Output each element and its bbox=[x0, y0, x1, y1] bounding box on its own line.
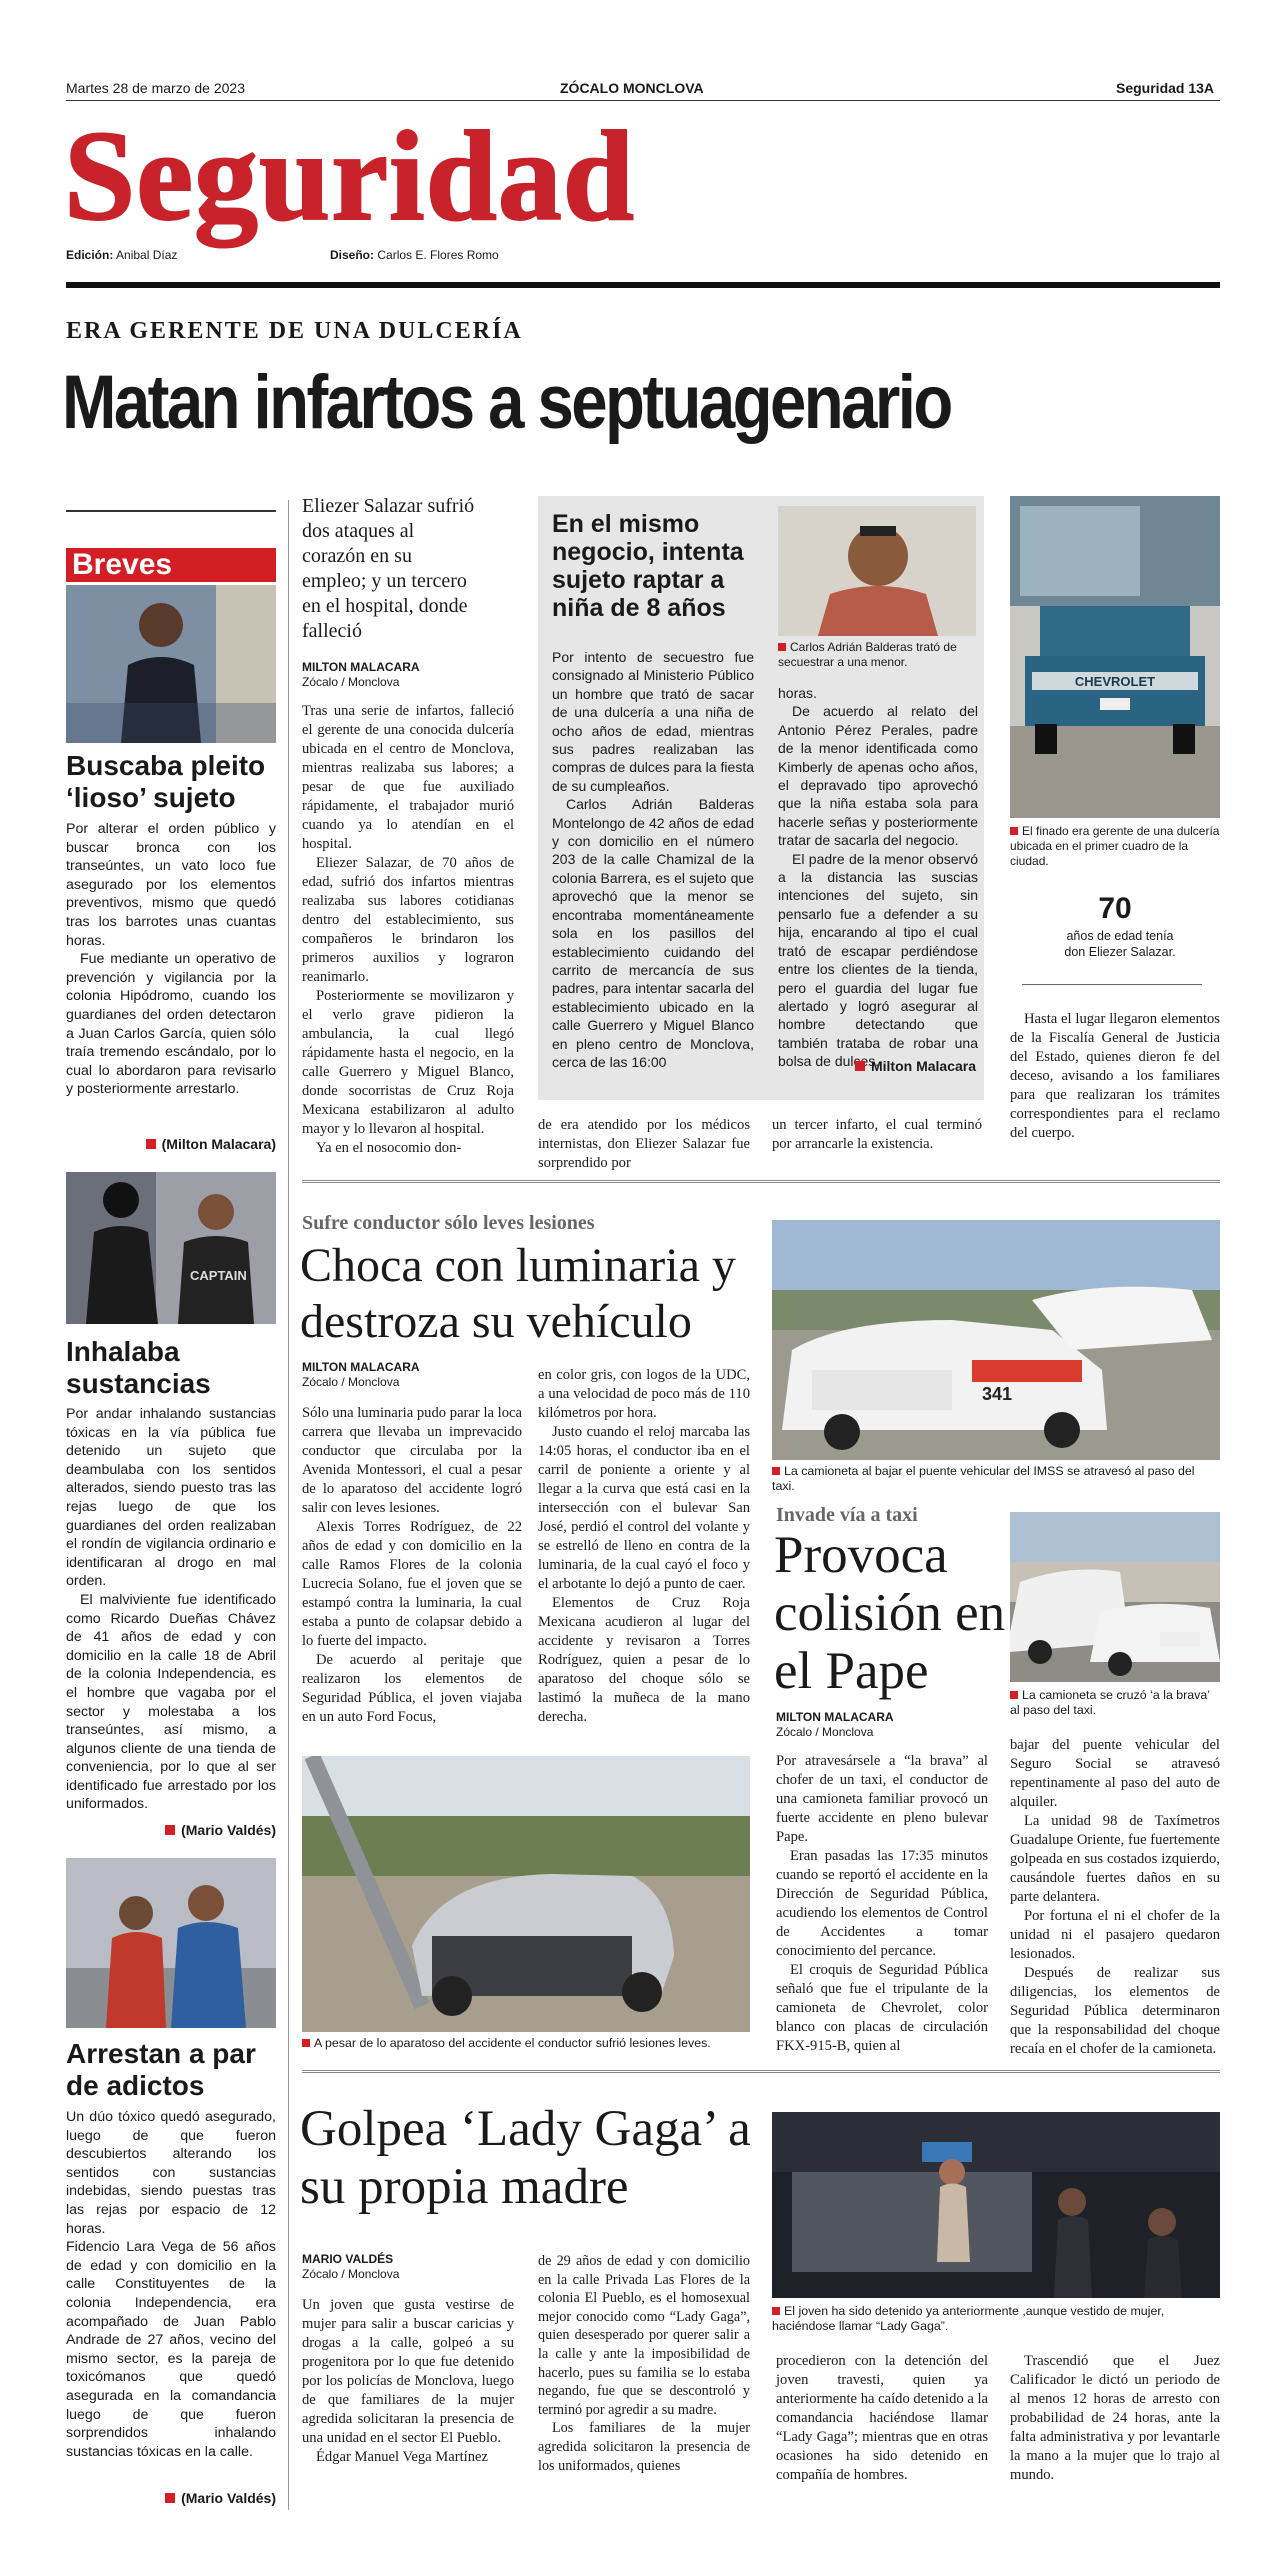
choca-p6: Elementos de Cruz Roja Mexicana acudieron al lugar del accidente y revisaron a Torres Rodríguez, quien a pesar de lo aparatoso del choque sólo se lastimó la muñeca de la mano derecha. bbox=[538, 1595, 750, 1725]
sidebar-headline: En el mismo negocio, intenta sujeto raptar a niña de 8 años bbox=[552, 510, 744, 622]
truck-brand: CHEVROLET bbox=[1074, 674, 1156, 689]
design-label: Diseño: bbox=[330, 248, 375, 262]
sidebar-p2: Carlos Adrián Balderas Montelongo de 42 años de edad y con domicilio en el número 203 de la calle Chamizal de la colonia Barrera, es el sujeto que aprovechó que la menor se encontraba momentáneamente sola en los pasillos del establecimiento cuidando del carrito de mercancía de sus padres, para intentar sacarla del establecimiento ubicado en la calle Guerrero y Miguel Blanco en pleno centro de Monclova, cerca de las 16:00 bbox=[552, 796, 754, 1070]
pape-p1: Por atravesársele a “la brava” al chofer de un taxi, el conductor de una camioneta familiar provocó un fuerte accidente en pleno bulevar Pape. bbox=[776, 1753, 988, 1845]
lead-kicker: ERA GERENTE DE UNA DULCERÍA bbox=[66, 318, 523, 344]
lead-byline-name: MILTON MALACARA bbox=[302, 660, 420, 674]
choca-byline-name: MILTON MALACARA bbox=[302, 1360, 420, 1374]
breves-photo-2 bbox=[66, 1172, 276, 1324]
gaga-p4: Los familiares de la mujer agredida solicitaron la presencia de los uniformados, quienes bbox=[538, 2420, 750, 2474]
choca-p3: De acuerdo al peritaje que realizaron los elementos de Seguridad Pública, el joven viajaba en un auto Ford Focus, bbox=[302, 1652, 522, 1725]
lead-photo bbox=[1010, 496, 1220, 818]
gaga-photo bbox=[772, 2112, 1220, 2298]
brief-3-body bbox=[66, 2108, 276, 2461]
choca-bottom-rule bbox=[302, 2070, 1220, 2073]
lead-col3-tail: un tercer infarto, el cual terminó por arrancarle la existencia. bbox=[772, 1117, 982, 1152]
brief-2-body bbox=[66, 1405, 276, 1814]
lead-bottom-rule bbox=[302, 1180, 1220, 1183]
lead-byline bbox=[302, 660, 482, 690]
brief-1-credit: (Milton Malacara) bbox=[66, 1136, 276, 1152]
lead-p3: Posteriormente se movilizaron y el verlo grave pidieron la ambulancia, la cual llegó rápidamente hasta el negocio, en la calle Guerrero y Miguel Blanco, donde socorristas de Cruz Roja Mexicana estabilizaron al adulto mayor y lo llevaron al hospital. bbox=[302, 988, 514, 1137]
choca-byline bbox=[302, 1360, 502, 1390]
breves-divider bbox=[288, 500, 289, 2510]
brief-1-headline: Buscaba pleito ‘lioso’ sujeto bbox=[66, 750, 266, 813]
choca-byline-place: Zócalo / Monclova bbox=[302, 1375, 400, 1389]
pape-col1 bbox=[776, 1752, 988, 2056]
brief-2-headline: Inhalaba sustancias bbox=[66, 1336, 211, 1399]
lead-col1 bbox=[302, 702, 514, 1158]
gaga-p3: de 29 años de edad y con domicilio en la calle Privada Las Flores de la colonia El Pueblo, es el homosexual mejor conocido como “Lady Gaga”, quien desesperado por querer salir a la calle y ante la imposibilidad de hacerlo, pues su familia se lo estaba negando, fue que se descontroló y terminó por agredir a su madre. bbox=[538, 2253, 750, 2418]
lead-headline: Matan infartos a septuagenario bbox=[62, 360, 951, 445]
choca-kicker: Sufre conductor sólo leves lesiones bbox=[302, 1212, 595, 1234]
stat-rule bbox=[1022, 984, 1202, 985]
pape-photo-2 bbox=[1010, 1512, 1220, 1682]
choca-col2 bbox=[538, 1366, 750, 1727]
breves-label: Breves bbox=[66, 548, 276, 582]
sidebar-photo bbox=[778, 506, 976, 636]
gaga-p5: procedieron con la detención del joven travesti, quien ya anteriormente ha caído detenido a la comandancia haciéndose llamar “Lady Gaga”; mientras que en otras ocasiones ha sido detenido en compañía de hombres. bbox=[776, 2353, 988, 2483]
gaga-byline-place: Zócalo / Monclova bbox=[302, 2267, 400, 2281]
breves-photo-1 bbox=[66, 585, 276, 743]
lead-col4: Hasta el lugar llegaron elementos de la Fiscalía General de Justicia del Estado, quienes dieron fe del deceso, avisando a los familiares para que realizaran los trámites correspondientes para el reclamo del cuerpo. bbox=[1010, 1011, 1220, 1141]
sidebar-p1: Por intento de secuestro fue consignado al Ministerio Público un hombre que trató de sacar de una dulcería a una niña de ocho años de edad, mientras sus padres realizaban las compras de dulces para la fiesta de su cumpleaños. bbox=[552, 649, 754, 794]
pape-byline bbox=[776, 1710, 976, 1740]
lead-photo-caption: El finado era gerente de una dulcería ubicada en el primer cuadro de la ciudad. bbox=[1010, 824, 1220, 868]
brief-2-p2: El malviviente fue identificado como Ricardo Dueñas Chávez de 41 años de edad y con domicilio en la calle 18 de Abril de la colonia Independencia, es el hombre que vagaba por el sector y molestaba a los transeúntes, así mismo, a algunos cliente de una tienda de conveniencia, por lo que al ser identificado fue arrestado por los uniformados. bbox=[66, 1591, 276, 1813]
design-name: Carlos E. Flores Romo bbox=[377, 248, 499, 262]
gaga-p2: Édgar Manuel Vega Martínez bbox=[316, 2449, 488, 2465]
brief-3-headline: Arrestan a par de adictos bbox=[66, 2038, 256, 2101]
lead-p2: Eliezer Salazar, de 70 años de edad, sufrió dos infartos mientras realizaba sus labores cotidianas dentro del establecimiento, sus compañeros le brindaron los primeros auxilios y lograron reanimarlo. bbox=[302, 855, 514, 985]
choca-photo bbox=[302, 1756, 750, 2032]
gaga-col4 bbox=[1010, 2352, 1220, 2485]
gaga-col2 bbox=[538, 2252, 750, 2475]
pape-p7: Después de realizar sus diligencias, los elementos de Seguridad Pública determinaron que la responsabilidad del choque recaía en el chofer de la camioneta. bbox=[1010, 1965, 1220, 2057]
lead-p4: Ya en el nosocomio don- bbox=[316, 1140, 462, 1156]
choca-p4: en color gris, con logos de la UDC, a una velocidad de poco más de 110 kilómetros por hora. bbox=[538, 1367, 750, 1421]
shirt-text: CAPTAIN bbox=[190, 1268, 247, 1283]
pape-p3: El croquis de Seguridad Pública señaló que fue el tripulante de la camioneta de Chevrolet, color blanco con placas de circulación FKX-915-B, quien al bbox=[776, 1962, 988, 2054]
brief-1-body bbox=[66, 820, 276, 1099]
brief-3-p2: Fidencio Lara Vega de 56 años de edad y con domicilio en la calle Constituyentes de la colonia Independencia, era acompañado de Juan Pablo Andrade de 27 años, vecino del mismo sector, es la pareja de toxicómanos que quedó asegurada en la comandancia luego de que fueron sorprendidos inhalando sustancias tóxicas en la calle. bbox=[66, 2239, 276, 2460]
gaga-byline bbox=[302, 2252, 502, 2282]
gaga-p1: Un joven que gusta vestirse de mujer para salir a buscar caricias y drogas a la calle, golpeó a su progenitora por lo que fue detenido por los policías de Monclova, luego de que familiares de la mujer agredida solicitaran la presencia de una unidad en el sector El Pueblo. bbox=[302, 2297, 514, 2446]
pape-p5: La unidad 98 de Taxímetros Guadalupe Oriente, fue fuertemente golpeada en sus costados izquierdo, causándole fuertes daños en su parte delantera. bbox=[1010, 1813, 1220, 1905]
sidebar-photo-caption: Carlos Adrián Balderas trató de secuestrar a una menor. bbox=[778, 640, 978, 670]
pape-kicker: Invade vía a taxi bbox=[776, 1504, 918, 1526]
page-date: Martes 28 de marzo de 2023 bbox=[66, 80, 245, 96]
pape-headline: Provoca colisión en el Pape bbox=[774, 1526, 1006, 1700]
gaga-col3 bbox=[776, 2352, 988, 2485]
pape-p4: bajar del puente vehicular del Seguro Social se atravesó repentinamente al paso del auto de alquiler. bbox=[1010, 1737, 1220, 1810]
taxi-number: 341 bbox=[982, 1384, 1013, 1404]
sidebar-col2 bbox=[778, 684, 978, 1071]
choca-p5: Justo cuando el reloj marcaba las 14:05 horas, el conductor iba en el carril de poniente a oriente y al llegar a la curva que está casi en la intersección con el bulevar San José, perdió el control del volante y se estrelló de lleno en contra de la luminaria, de la cual cayó el foco y el arbotante lo dejó a punto de caer. bbox=[538, 1424, 750, 1592]
choca-headline: Choca con luminaria y destroza su vehículo bbox=[300, 1239, 736, 1348]
pape-p2: Eran pasadas las 17:35 minutos cuando se reportó el accidente en la Dirección de Seguridad Pública, acudiendo los elementos de Control de Accidentes a tomar conocimiento del percance. bbox=[776, 1848, 988, 1959]
lead-col2-tail: de era atendido por los médicos internistas, don Eliezer Salazar fue sorprendido por bbox=[538, 1117, 750, 1171]
brief-3-p1: Un dúo tóxico quedó asegurado, luego de que fueron descubiertos alterando los sentidos con sustancias indebidas, siendo puestas tras las rejas por espacio de 12 horas. bbox=[66, 2109, 276, 2237]
brief-1-p2: Fue mediante un operativo de prevención y vigilancia por la colonia Hipódromo, cuando los guardianes del orden detectaron a Juan Carlos García, quien sólo traía tremendo escándalo, por lo cual lo abordaron para revisarlo y posteriormente arrestarlo. bbox=[66, 951, 276, 1098]
breves-photo-3 bbox=[66, 1858, 276, 2028]
brief-2-p1: Por andar inhalando sustancias tóxicas en la vía pública fue detenido un sujeto que deambulaba con los sentidos alterados, siendo puesto tras las rejas luego de que los guardianes del orden realizaban el rondín de vigilancia ordinario e identificaran al drogo en mal orden. bbox=[66, 1406, 276, 1590]
stat-label: años de edad tenía don Eliezer Salazar. bbox=[1064, 929, 1176, 959]
gaga-photo-caption: El joven ha sido detenido ya anteriormente ,aunque vestido de mujer, haciéndose llamar “Lady Gaga”. bbox=[772, 2304, 1220, 2334]
lead-deck: Eliezer Salazar sufrió dos ataques al corazón en su empleo; y un tercero en el hospital, donde falleció bbox=[302, 495, 475, 642]
brief-1-p1: Por alterar el orden público y buscar bronca con los transeúntes, un vato loco fue asegurado por los elementos preventivos, mismo que quedó tras los barrotes unas cuantas horas. bbox=[66, 821, 276, 949]
section-title: Seguridad bbox=[64, 105, 635, 247]
choca-col1 bbox=[302, 1404, 522, 1727]
choca-photo-caption: A pesar de lo aparatoso del accidente el conductor sufrió lesiones leves. bbox=[302, 2036, 762, 2051]
gaga-headline: Golpea ‘Lady Gaga’ a su propia madre bbox=[300, 2101, 751, 2215]
pape-byline-name: MILTON MALACARA bbox=[776, 1710, 894, 1724]
choca-p1: Sólo una luminaria pudo parar la loca carrera que llevaba un imprevacido conductor que circulaba por la Avenida Montessori, el cual a pesar de lo aparatoso del accidente logró salir con leves lesiones. bbox=[302, 1405, 522, 1516]
breves-top-rule bbox=[66, 510, 276, 512]
gaga-byline-name: MARIO VALDÉS bbox=[302, 2252, 394, 2266]
design-credit bbox=[330, 248, 499, 262]
gaga-p6: Trascendió que el Juez Calificador le dictó un periodo de al menos 12 horas de arresto con probabilidad de 24 horas, ante la falta administrativa y por levantarle la mano a la mujer que lo trajo al mundo. bbox=[1010, 2353, 1220, 2483]
sidebar-p3: horas. bbox=[778, 685, 817, 701]
pape-byline-place: Zócalo / Monclova bbox=[776, 1725, 874, 1739]
lead-p1: Tras una serie de infartos, falleció el gerente de una conocida dulcería ubicada en el centro de Monclova, mientras realizaba sus labores; a pesar de que fue auxiliado rápidamente, el trabajador murió cuando ya lo atendían en el hospital. bbox=[302, 703, 514, 852]
pape-col2 bbox=[1010, 1736, 1220, 2059]
pape-p6: Por fortuna el ni el chofer de la unidad ni el pasajero quedaron lesionados. bbox=[1010, 1908, 1220, 1962]
brief-3-credit: (Mario Valdés) bbox=[66, 2490, 276, 2506]
sidebar-credit: Milton Malacara bbox=[778, 1058, 976, 1074]
pape-photo-1 bbox=[772, 1220, 1220, 1460]
pape-photo-1-caption: La camioneta al bajar el puente vehicular del IMSS se atravesó al paso del taxi. bbox=[772, 1464, 1220, 1494]
header-top-rule bbox=[66, 100, 1220, 101]
edition-name: Anibal Díaz bbox=[116, 248, 178, 262]
stat-number: 70 bbox=[1098, 892, 1132, 925]
gaga-col1 bbox=[302, 2296, 514, 2467]
header-bottom-rule bbox=[66, 282, 1220, 288]
edition-credit bbox=[66, 248, 177, 262]
choca-p2: Alexis Torres Rodríguez, de 22 años de edad y con domicilio en la calle Ramos Flores de la colonia Lucrecia Solano, fue el joven que se estampó contra la luminaria, la cual estaba a punto de colapsar debido a lo fuerte del impacto. bbox=[302, 1519, 522, 1649]
lead-byline-place: Zócalo / Monclova bbox=[302, 675, 400, 689]
section-page-number: Seguridad 13A bbox=[1116, 80, 1215, 96]
pape-photo-2-caption: La camioneta se cruzó ‘a la brava’ al paso del taxi. bbox=[1010, 1688, 1220, 1718]
sidebar-p5: El padre de la menor observó a la distancia las suscias intenciones del sujeto, sin pensarlo fue a defender a su hija, encarando al tipo el cual trató de escapar perdiéndose entre los clientes de la tienda, pero el guardia del lugar fue alertado y logró asegurar al hombre detectando que también trataba de robar una bolsa de dulces. bbox=[778, 850, 978, 1070]
edition-label: Edición: bbox=[66, 248, 114, 262]
newspaper-name: ZÓCALO MONCLOVA bbox=[560, 80, 704, 96]
brief-2-credit: (Mario Valdés) bbox=[66, 1822, 276, 1838]
sidebar-p4: De acuerdo al relato del Antonio Pérez Perales, padre de la menor identificada como Kimberly de apenas ocho años, el depravado tipo aprovechó que la niña estaba sola para hacerle señas y posteriormente tratar de sacarla del negocio. bbox=[778, 703, 978, 849]
sidebar-col1 bbox=[552, 648, 754, 1071]
